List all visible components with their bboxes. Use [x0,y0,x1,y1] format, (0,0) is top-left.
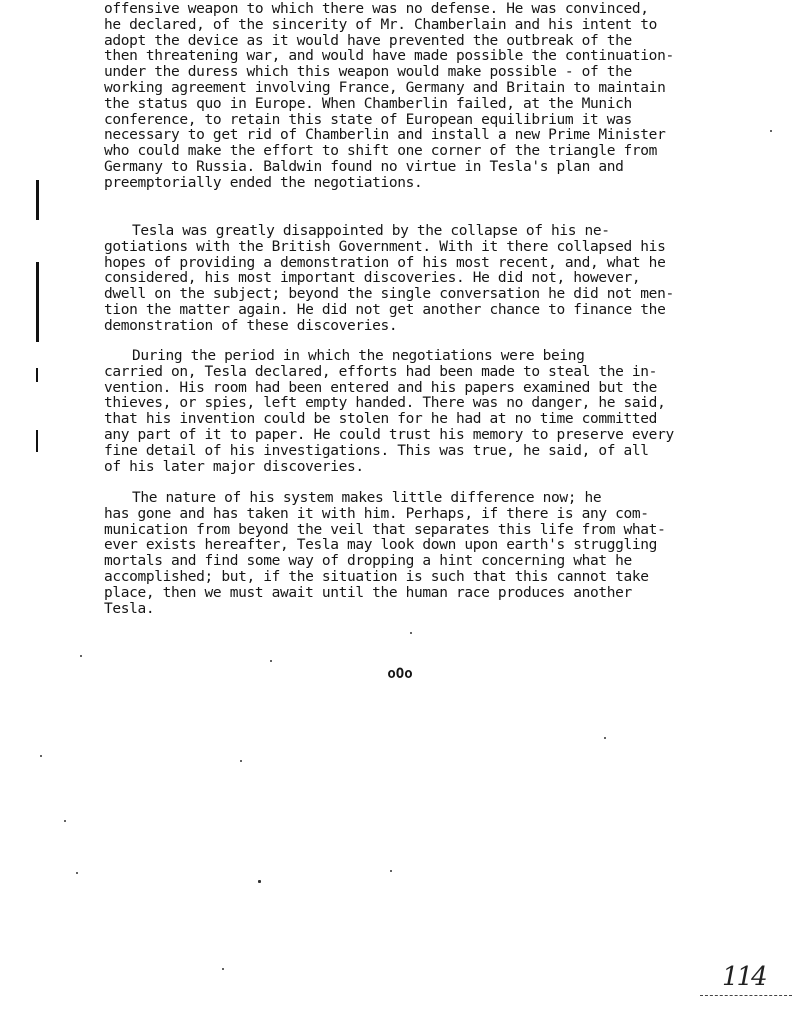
text-line: that his invention could be stolen for he had at no time committed [104,411,658,428]
margin-mark [36,262,39,342]
text-line: During the period in which the negotiations were being [132,348,585,364]
text-line: Tesla was greatly disappointed by the collapse of his ne- [132,223,610,239]
text-line: mortals and find some way of dropping a hint concerning what he [104,553,632,570]
paragraph-2 [104,224,764,335]
page-number-underline [700,995,792,997]
text-line: carried on, Tesla declared, efforts had been made to steal the in- [104,363,658,380]
text-line: adopt the device as it would have prevented the outbreak of the [104,32,632,49]
scan-speck [76,872,78,874]
text-line: fine detail of his investigations. This was true, he said, of all [104,442,649,459]
text-line: tion the matter again. He did not get another chance to finance the [104,301,666,318]
scan-speck [258,880,261,883]
text-line: who could make the effort to shift one corner of the triangle from [104,143,658,160]
text-line: has gone and has taken it with him. Perhaps, if there is any com- [104,505,649,522]
text-line: Germany to Russia. Baldwin found no virtue in Tesla's plan and [104,158,624,175]
scan-speck [604,737,606,739]
text-line: place, then we must await until the human race produces another [104,584,632,601]
text-line: ever exists hereafter, Tesla may look down upon earth's struggling [104,537,658,554]
text-line: he declared, of the sincerity of Mr. Chamberlain and his intent to [104,16,658,33]
text-line: offensive weapon to which there was no defense. He was convinced, [104,1,649,17]
scan-speck [770,130,772,132]
text-line: The nature of his system makes little difference now; he [132,490,602,506]
text-line: dwell on the subject; beyond the single conversation he did not men- [104,286,674,303]
scan-speck [410,632,412,634]
margin-mark [36,180,39,220]
scan-speck [40,755,42,757]
text-line: accomplished; but, if the situation is such that this cannot take [104,568,649,585]
text-line: under the duress which this weapon would make possible - of the [104,64,632,81]
text-line: vention. His room had been entered and his papers examined but the [104,379,658,396]
text-line: working agreement involving France, Germany and Britain to maintain [104,79,666,96]
scan-speck [64,820,66,822]
text-line: conference, to retain this state of European equilibrium it was [104,111,632,128]
text-line: hopes of providing a demonstration of his most recent, and, what he [104,254,666,271]
scan-speck [80,655,82,657]
page-number: 114 [722,962,766,992]
margin-mark [36,368,38,382]
paragraph-1 [104,2,764,192]
paragraph-3 [104,349,764,475]
text-line: then threatening war, and would have made possible the continuation- [104,48,674,65]
text-line: preemptorially ended the negotiations. [104,174,423,191]
text-line: thieves, or spies, left empty handed. There was no danger, he said, [104,395,666,412]
text-line: of his later major discoveries. [104,458,364,475]
text-line: demonstration of these discoveries. [104,317,398,334]
text-line: gotiations with the British Government. With it there collapsed his [104,238,666,255]
section-separator: oOo [387,666,413,682]
text-line: munication from beyond the veil that separates this life from what- [104,521,666,538]
text-line: the status quo in Europe. When Chamberlin failed, at the Munich [104,95,632,112]
text-line: necessary to get rid of Chamberlin and install a new Prime Minister [104,127,666,144]
scan-speck [270,660,272,662]
text-line: considered, his most important discoveries. He did not, however, [104,270,641,287]
text-line: any part of it to paper. He could trust his memory to preserve every [104,426,674,443]
margin-mark [36,430,38,452]
paragraph-4 [104,491,764,617]
scan-speck [390,870,392,872]
scan-speck [240,760,242,762]
scan-speck [222,968,224,970]
text-line: Tesla. [104,600,155,617]
